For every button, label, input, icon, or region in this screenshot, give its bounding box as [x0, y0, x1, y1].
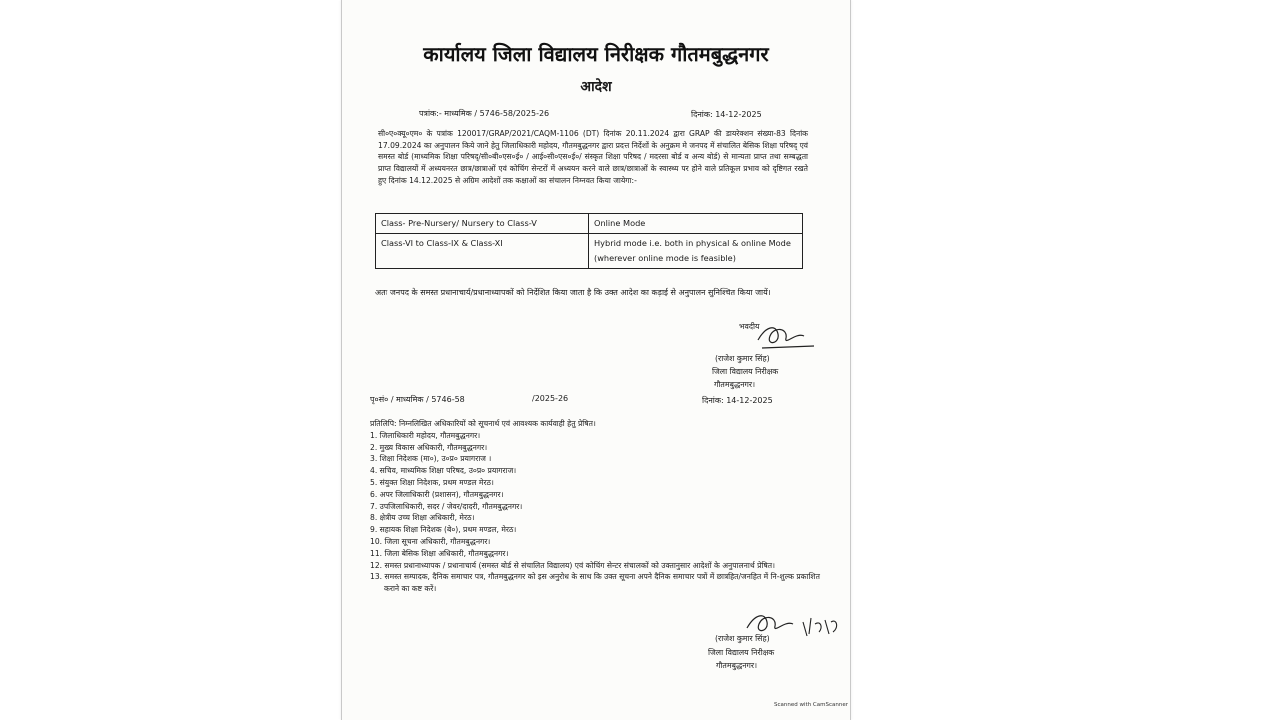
list-item: 1. जिलाधिकारी महोदय, गौतमबुद्धनगर। — [370, 430, 481, 440]
recipient-list — [370, 430, 830, 595]
signatory-place: गौतमबुद्धनगर। — [714, 380, 756, 389]
list-item: 10. जिला सूचना अधिकारी, गौतमबुद्धनगर। — [370, 536, 491, 546]
signatory-place: गौतमबुद्धनगर। — [716, 661, 758, 670]
signatory-name: (राजेश कुमार सिंह) — [715, 354, 770, 363]
signatory-designation: जिला विद्यालय निरीक्षक — [708, 648, 775, 657]
letter-date: दिनांक: 14-12-2025 — [691, 110, 762, 119]
list-item: 13. समस्त सम्पादक, दैनिक समाचार पत्र, गौतमबुद्धनगर को इस अनुरोध के साथ कि उक्त सूचना अपने दैनिक समाचार पत्रों में छात्रहित/जनहित में नि-शुल्क प्रकाशित कराने का कष्ट करें। — [370, 572, 820, 594]
order-title: आदेश — [580, 79, 612, 95]
letter-number: पत्रांक:- माध्यमिक / 5746-58/2025-26 — [419, 109, 550, 118]
list-item: 9. सहायक शिक्षा निदेशक (बे०), प्रथम मण्डल, मेरठ। — [370, 525, 517, 535]
list-item: 11. जिला बेसिक शिक्षा अधिकारी, गौतमबुद्धनगर। — [370, 548, 509, 558]
signatory-name: (राजेश कुमार सिंह) — [715, 634, 770, 643]
list-item: 7. उपजिलाधिकारी, सदर / जेवर/दादरी, गौतमबुद्धनगर। — [370, 501, 523, 511]
table-cell-classes: Class- Pre-Nursery/ Nursery to Class-V — [376, 214, 589, 234]
copy-intro: प्रतिलिपि: निम्नलिखित अधिकारियों को सूचनार्थ एवं आवश्यक कार्यवाही हेतु प्रेषित। — [370, 419, 596, 428]
signature-icon — [752, 318, 818, 354]
directive-paragraph: अतः जनपद के समस्त प्रधानाचार्य/प्रधानाध्यापकों को निर्देशित किया जाता है कि उक्त आदेश का कड़ाई से अनुपालन सुनिश्चित किया जायें। — [375, 288, 771, 297]
copy-ref-date: दिनांक: 14-12-2025 — [702, 396, 773, 405]
list-item: 4. सचिव, माध्यमिक शिक्षा परिषद, उ०प्र० प्रयागराज। — [370, 466, 517, 476]
table-cell-mode: Online Mode — [589, 214, 803, 234]
table-cell-mode: Hybrid mode i.e. both in physical & online Mode (wherever online mode is feasible) — [589, 234, 803, 269]
table-row — [376, 214, 803, 234]
copy-ref-year: /2025-26 — [532, 394, 569, 403]
body-paragraph: सी०ए०क्यू०एम० के पत्रांक 120017/GRAP/2021/CAQM-1106 (DT) दिनांक 20.11.2024 द्वारा GRAP की डायरेक्शन संख्या-83 दिनांक 17.09.2024 का अनुपालन किये जाने हेतु जिलाधिकारी महोदय, गौतमबुद्धनगर द्वारा प्रदत्त निर्देशों के अनुक्रम मे जनपद में संचालित बेसिक शिक्षा परिषद् एवं समस्त बोर्ड (माध्यमिक शिक्षा परिषद्/सी०बी०एस०ई० / आई०सी०एस०ई०/ संस्कृत शिक्षा परिषद / मदरसा बोर्ड व अन्य बोर्ड) से मान्यता प्राप्त तथा सम्बद्धता प्राप्त विद्यालयों में अध्ययनरत छात्र/छात्राओं एवं कोचिंग सेन्टरों में अध्ययन करने वाले छात्र/छात्राओं के स्वास्थ्य पर होने वाले प्रतिकूल प्रभाव को दृष्टिगत रखते हुए दिनांक 14.12.2025 से अग्रिम आदेशों तक कक्षाओं का संचालन निम्नवत किया जायेगा:- — [378, 129, 808, 185]
list-item: 2. मुख्य विकास अधिकारी, गौतमबुद्धनगर। — [370, 442, 488, 452]
class-mode-table — [375, 213, 803, 269]
copy-ref-number: पृ०सं० / माध्यमिक / 5746-58 — [370, 395, 465, 404]
office-title: कार्यालय जिला विद्यालय निरीक्षक गौतमबुद्धनगर — [423, 42, 769, 66]
signatory-designation: जिला विद्यालय निरीक्षक — [712, 367, 779, 376]
list-item: 3. शिक्षा निदेशक (मा०), उ०प्र० प्रयागराज । — [370, 454, 492, 464]
list-item: 5. संयुक्त शिक्षा निदेशक, प्रथम मण्डल मेरठ। — [370, 477, 494, 487]
list-item: 6. अपर जिलाधिकारी (प्रशासन), गौतमबुद्धनगर। — [370, 489, 504, 499]
table-cell-classes: Class-VI to Class-IX & Class-XI — [376, 234, 589, 269]
scanner-watermark: Scanned with CamScanner — [774, 702, 848, 708]
document-page — [341, 0, 851, 720]
list-item: 12. समस्त प्रधानाध्यापक / प्रधानाचार्य (समस्त बोर्ड से संचालित विद्यालय) एवं कोचिंग सेन्टर संचालकों को उक्तानुसार आदेशों के अनुपालनार्थ प्रेषित। — [370, 560, 775, 570]
closing-text: भवदीय — [739, 322, 760, 331]
list-item: 8. क्षेत्रीय उच्च शिक्षा अधिकारी, मेरठ। — [370, 513, 475, 523]
copy-list — [370, 418, 830, 595]
table-row — [376, 234, 803, 269]
